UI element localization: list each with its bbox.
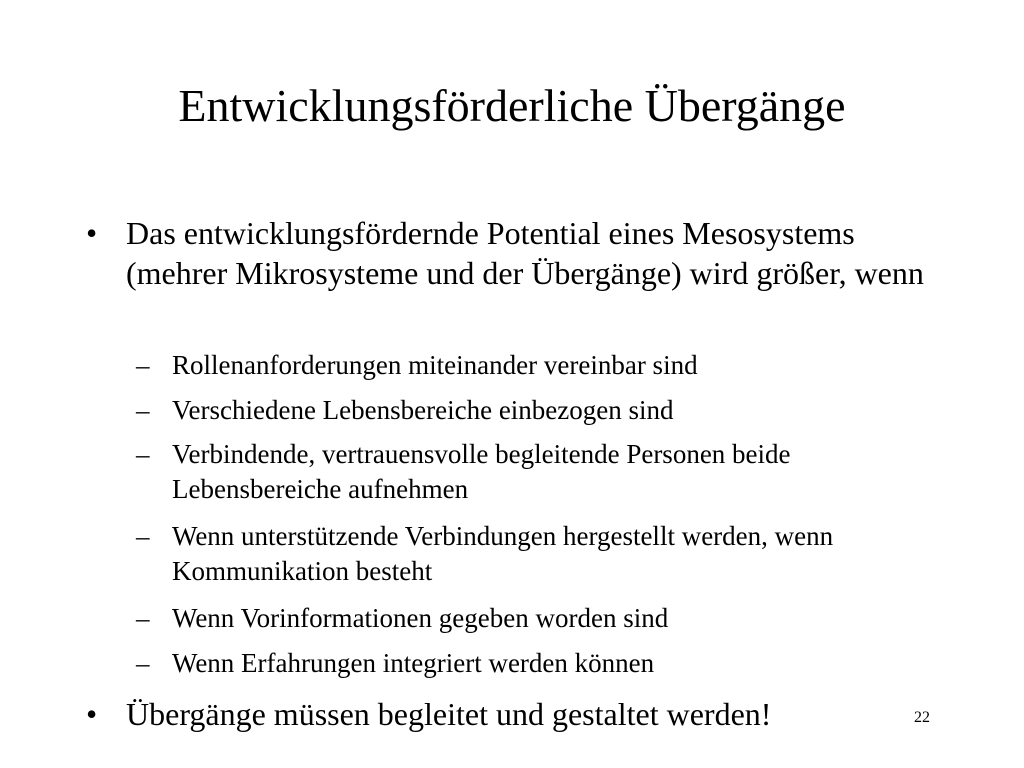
sub-bullet-item [136, 601, 952, 636]
sub-bullet-text: Verschiedene Lebensbereiche einbezogen sind [172, 395, 674, 425]
bullet-item [86, 694, 926, 734]
sub-bullet-text: Wenn unterstützende Verbindungen hergestellt werden, wenn Kommunikation besteht [172, 521, 834, 586]
sub-bullet-item [136, 437, 952, 507]
bullet-text: Das entwicklungsfördernde Potential eines Mesosystems (mehrer Mikrosysteme und der Übergänge) wird größer, wenn [126, 215, 924, 291]
sub-bullet-item [136, 519, 952, 589]
sub-bullet-item [136, 646, 952, 681]
bullet-marker: • [86, 215, 98, 251]
sub-bullet-item [136, 348, 952, 383]
bullet-marker: • [86, 696, 98, 732]
dash-marker: – [136, 603, 150, 633]
sub-bullet-item [136, 393, 952, 428]
sub-bullet-text: Wenn Erfahrungen integriert werden können [172, 648, 655, 678]
sub-bullet-text: Rollenanforderungen miteinander vereinbar sind [172, 350, 698, 380]
bullet-text: Übergänge müssen begleitet und gestaltet werden! [126, 696, 772, 732]
dash-marker: – [136, 439, 150, 469]
dash-marker: – [136, 350, 150, 380]
dash-marker: – [136, 648, 150, 678]
dash-marker: – [136, 521, 150, 551]
sub-bullet-text: Verbindende, vertrauensvolle begleitende Personen beide Lebensbereiche aufnehmen [172, 439, 791, 504]
sub-bullet-text: Wenn Vorinformationen gegeben worden sind [172, 603, 669, 633]
page-number: 22 [914, 709, 930, 726]
slide-title: Entwicklungsförderliche Übergänge [178, 80, 846, 131]
dash-marker: – [136, 395, 150, 425]
bullet-item [86, 213, 926, 293]
